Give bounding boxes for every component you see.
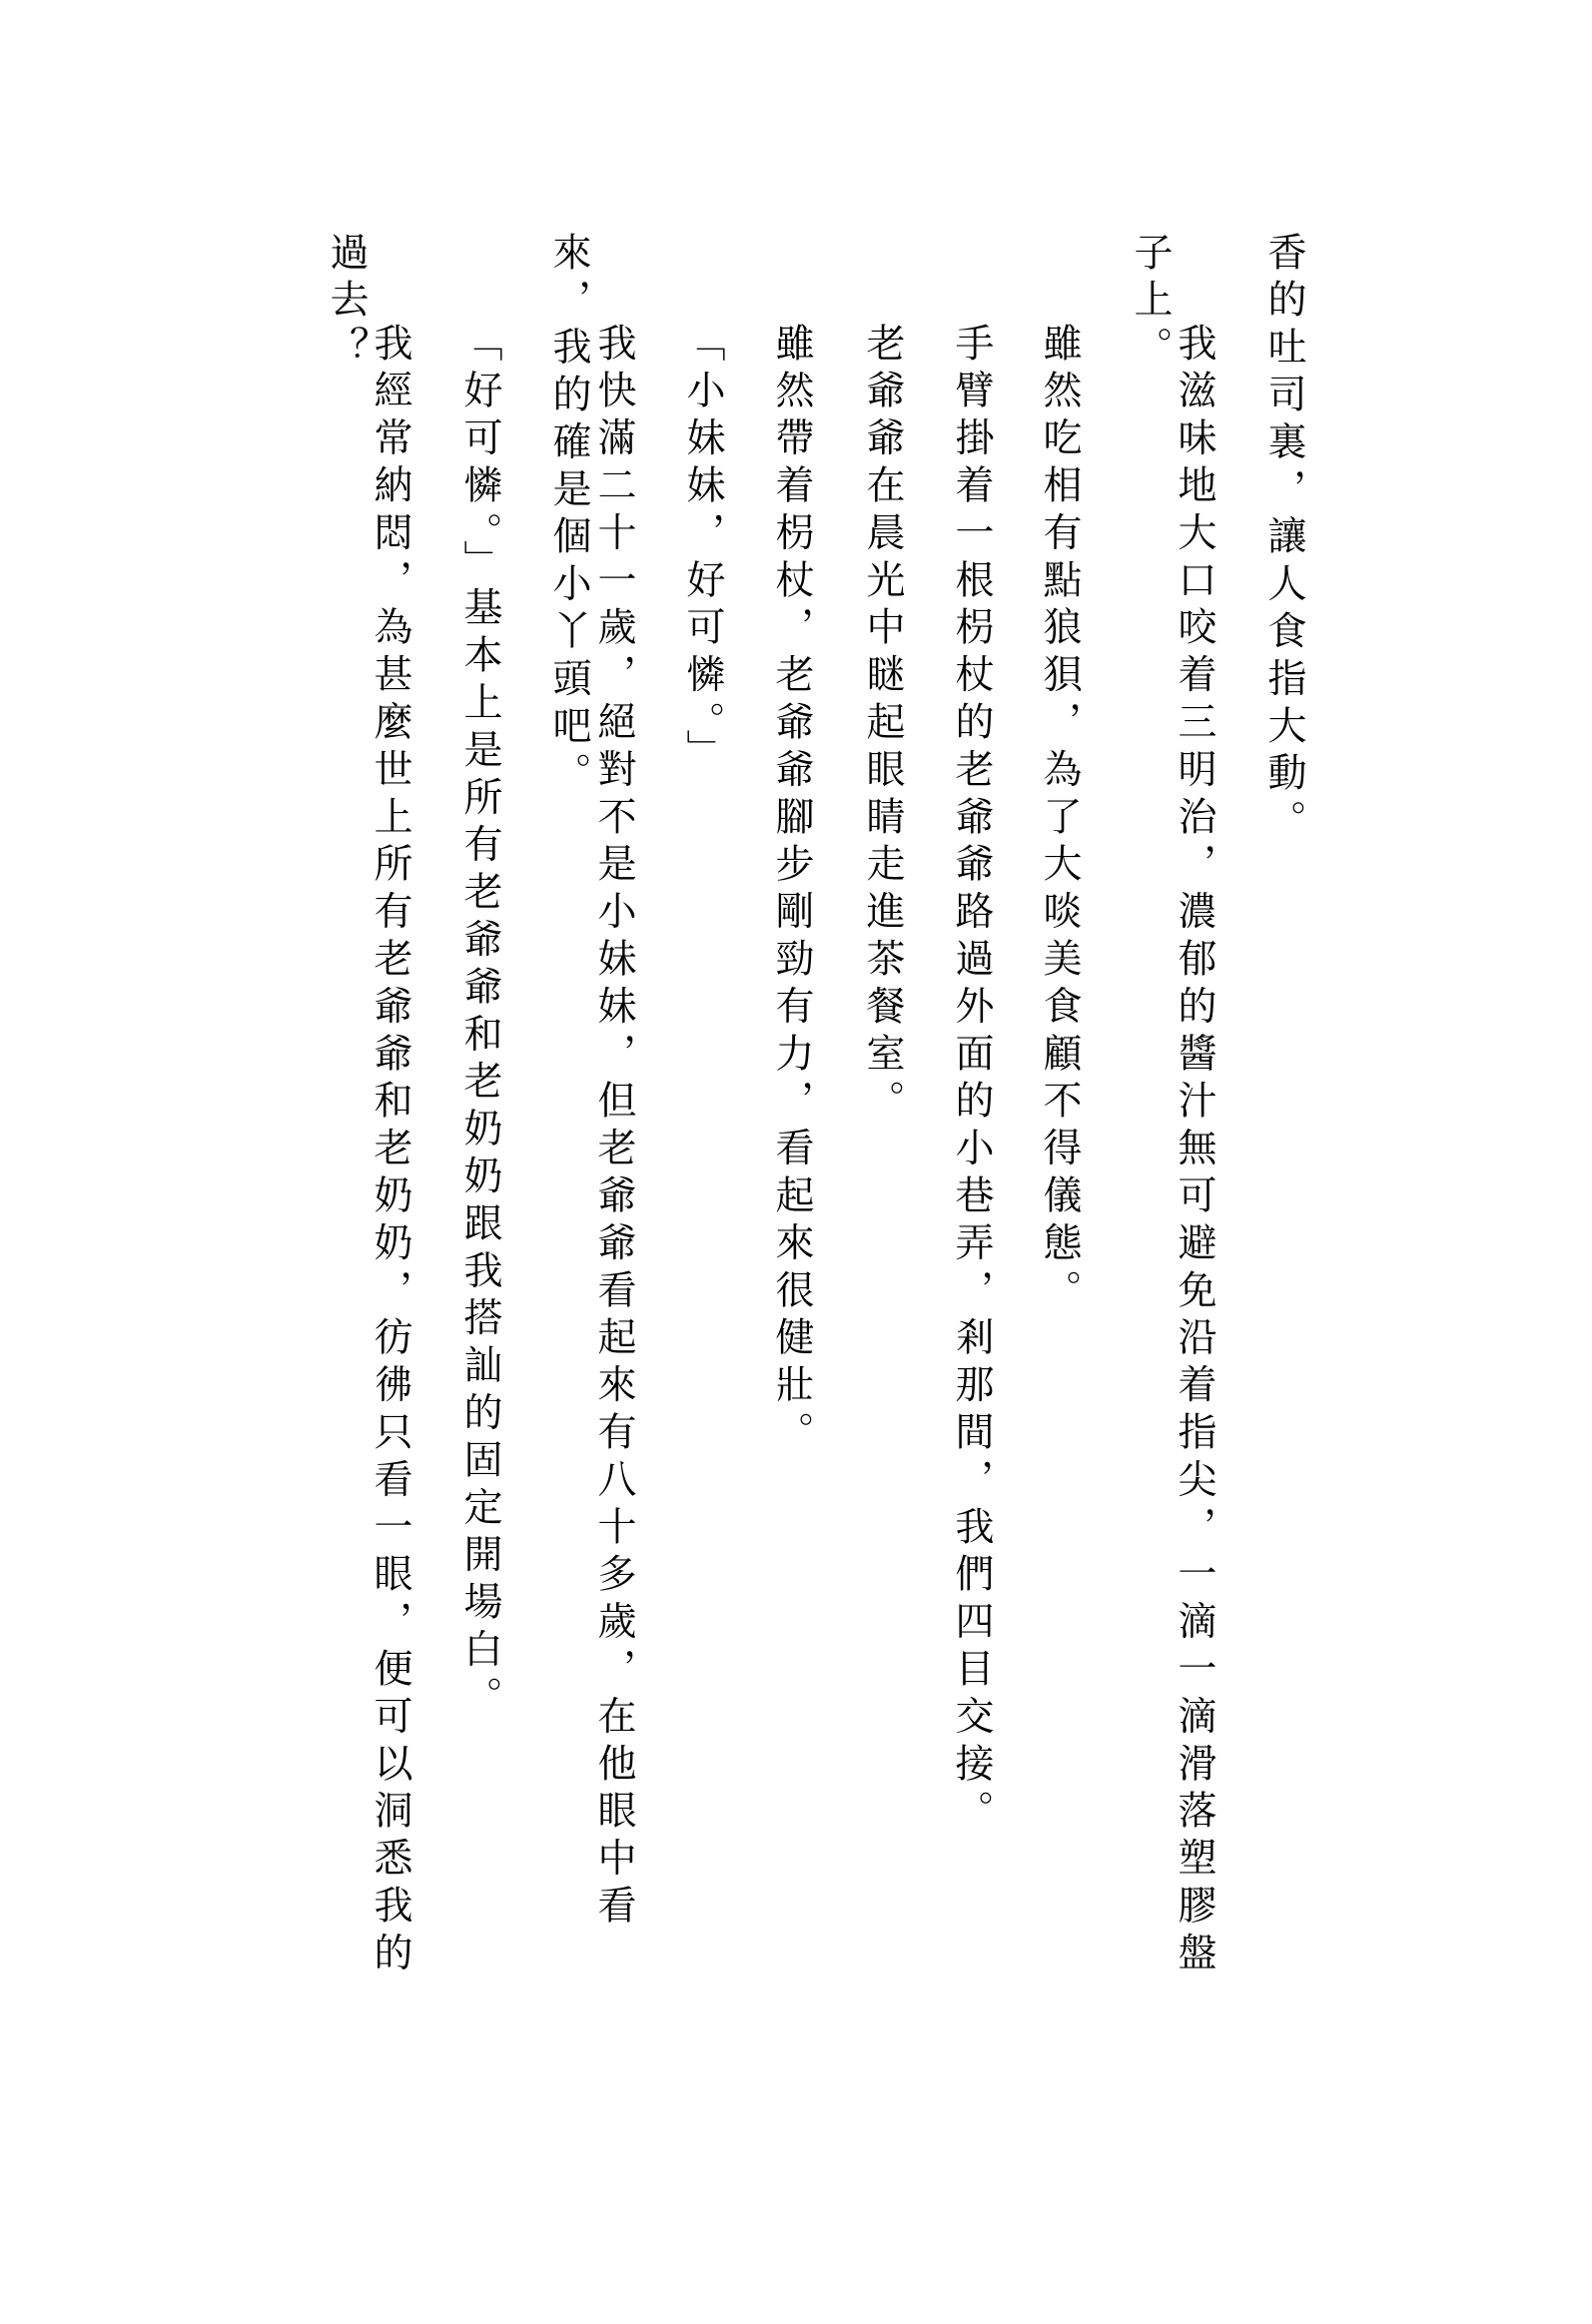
text-line-12: 我經常納悶，為甚麼世上所有老爺爺和老奶奶，彷彿只看一眼，便可以洞悉我的 xyxy=(368,323,412,1979)
text-line-6: 老爺爺在晨光中瞇起眼睛走進茶餐室。 xyxy=(860,323,905,1128)
text-line-2: 我滋味地大口咬着三明治，濃郁的醬汁無可避免沿着指尖，一滴一滴滑落塑膠盤 xyxy=(1172,323,1216,1979)
text-line-9: 我快滿二十一歲，絕對不是小妹妹，但老爺爺看起來有八十多歲，在他眼中看 xyxy=(591,323,636,1933)
text-line-5: 手臂掛着一根枴杖的老爺爺路過外面的小巷弄，剎那間，我們四目交接。 xyxy=(949,323,994,1838)
text-line-7: 雖然帶着枴杖，老爺爺腳步剛勁有力，看起來很健壯。 xyxy=(769,323,814,1459)
text-line-11: 「好可憐。」基本上是所有老爺爺和老奶奶跟我搭訕的固定開場白。 xyxy=(457,323,502,1724)
text-line-8: 「小妹妹，好可憐。」 xyxy=(680,323,725,777)
text-line-13: 過去？ xyxy=(324,232,369,375)
text-line-4: 雖然吃相有點狼狽，為了大啖美食顧不得儀態。 xyxy=(1037,323,1082,1317)
text-line-3: 子上。 xyxy=(1128,232,1173,375)
text-line-1: 香的吐司裏，讓人食指大動。 xyxy=(1261,232,1306,848)
text-line-10: 來，我的確是個小丫頭吧。 xyxy=(546,232,591,800)
